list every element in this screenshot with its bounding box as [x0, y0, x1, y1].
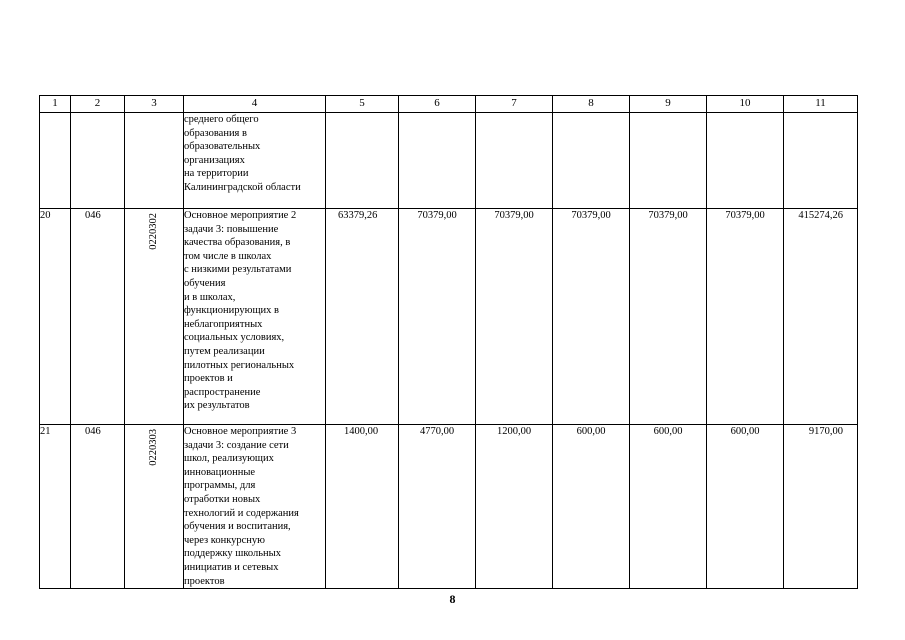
row-number: 20	[40, 209, 71, 425]
description-line: социальных условиях,	[184, 332, 285, 344]
description-line: пилотных региональных	[184, 359, 295, 371]
description-line: инициатив и сетевых	[184, 561, 279, 573]
value-col7: 70379,00	[476, 209, 553, 425]
value-col8: 70379,00	[553, 209, 630, 425]
row-col2: 046	[71, 425, 125, 589]
description-line: Калининградской области	[184, 181, 301, 193]
description-line: Основное мероприятие 2	[184, 210, 297, 221]
value-col6: 4770,00	[399, 425, 476, 589]
header-cell-4: 4	[184, 96, 326, 113]
description-line: поддержку школьных	[184, 548, 281, 560]
page-number: 8	[449, 592, 456, 606]
program-table	[39, 95, 858, 589]
row-description	[184, 209, 326, 425]
header-cell-9: 9	[630, 96, 707, 113]
description-line: образовательных	[184, 141, 261, 153]
header-cell-3: 3	[125, 96, 184, 113]
table-row	[40, 425, 858, 589]
description-line: организациях	[184, 154, 245, 166]
row-code: 0220303	[148, 429, 159, 466]
value-col9: 70379,00	[630, 209, 707, 425]
header-row	[40, 96, 858, 113]
description-line: обучения	[184, 277, 226, 289]
description-line: технологий и содержания	[184, 507, 299, 519]
description-line: проектов и	[184, 373, 233, 385]
value-col7: 1200,00	[476, 425, 553, 589]
value-col9: 600,00	[630, 425, 707, 589]
value-col8: 600,00	[553, 425, 630, 589]
value-col5: 1400,00	[326, 425, 399, 589]
description-line: и в школах,	[184, 291, 236, 303]
row-description	[184, 425, 326, 589]
header-cell-7: 7	[476, 96, 553, 113]
header-cell-6: 6	[399, 96, 476, 113]
value-col11: 9170,00	[784, 425, 858, 589]
description-line: функционирующих в	[184, 305, 279, 317]
row-col2: 046	[71, 209, 125, 425]
value-col5: 63379,26	[326, 209, 399, 425]
continuation-row	[40, 113, 858, 209]
description-line: обучения и воспитания,	[184, 521, 291, 533]
row-code-cell	[125, 209, 184, 425]
value-col6: 70379,00	[399, 209, 476, 425]
table-row	[40, 209, 858, 425]
description-line: программы, для	[184, 480, 256, 492]
description-line: их результатов	[184, 400, 250, 412]
continuation-description	[184, 113, 326, 209]
description-line: через конкурсную	[184, 534, 266, 546]
header-cell-11: 11	[784, 96, 858, 113]
row-code: 0220302	[148, 213, 159, 250]
value-col11: 415274,26	[784, 209, 858, 425]
description-line: отработки новых	[184, 493, 261, 505]
description-line: неблагоприятных	[184, 318, 263, 330]
value-col10: 70379,00	[707, 209, 784, 425]
description-line: том числе в школах	[184, 250, 272, 262]
description-line: Основное мероприятие 3	[184, 426, 297, 437]
description-line: с низкими результатами	[184, 264, 292, 276]
description-line: путем реализации	[184, 345, 265, 357]
description-line: школ, реализующих	[184, 453, 274, 465]
description-line: образования в	[184, 127, 247, 139]
header-cell-8: 8	[553, 96, 630, 113]
description-line: на территории	[184, 168, 249, 180]
description-line: качества образования, в	[184, 237, 291, 249]
description-line: задачи 3: создание сети	[184, 439, 289, 451]
description-line: распространение	[184, 386, 261, 398]
description-line: среднего общего	[184, 114, 259, 125]
header-cell-5: 5	[326, 96, 399, 113]
description-line: инновационные	[184, 466, 256, 478]
header-cell-10: 10	[707, 96, 784, 113]
value-col10: 600,00	[707, 425, 784, 589]
row-number: 21	[40, 425, 71, 589]
description-line: проектов	[184, 575, 225, 587]
header-cell-2: 2	[71, 96, 125, 113]
header-cell-1: 1	[40, 96, 71, 113]
row-code-cell	[125, 425, 184, 589]
description-line: задачи 3: повышение	[184, 223, 279, 235]
